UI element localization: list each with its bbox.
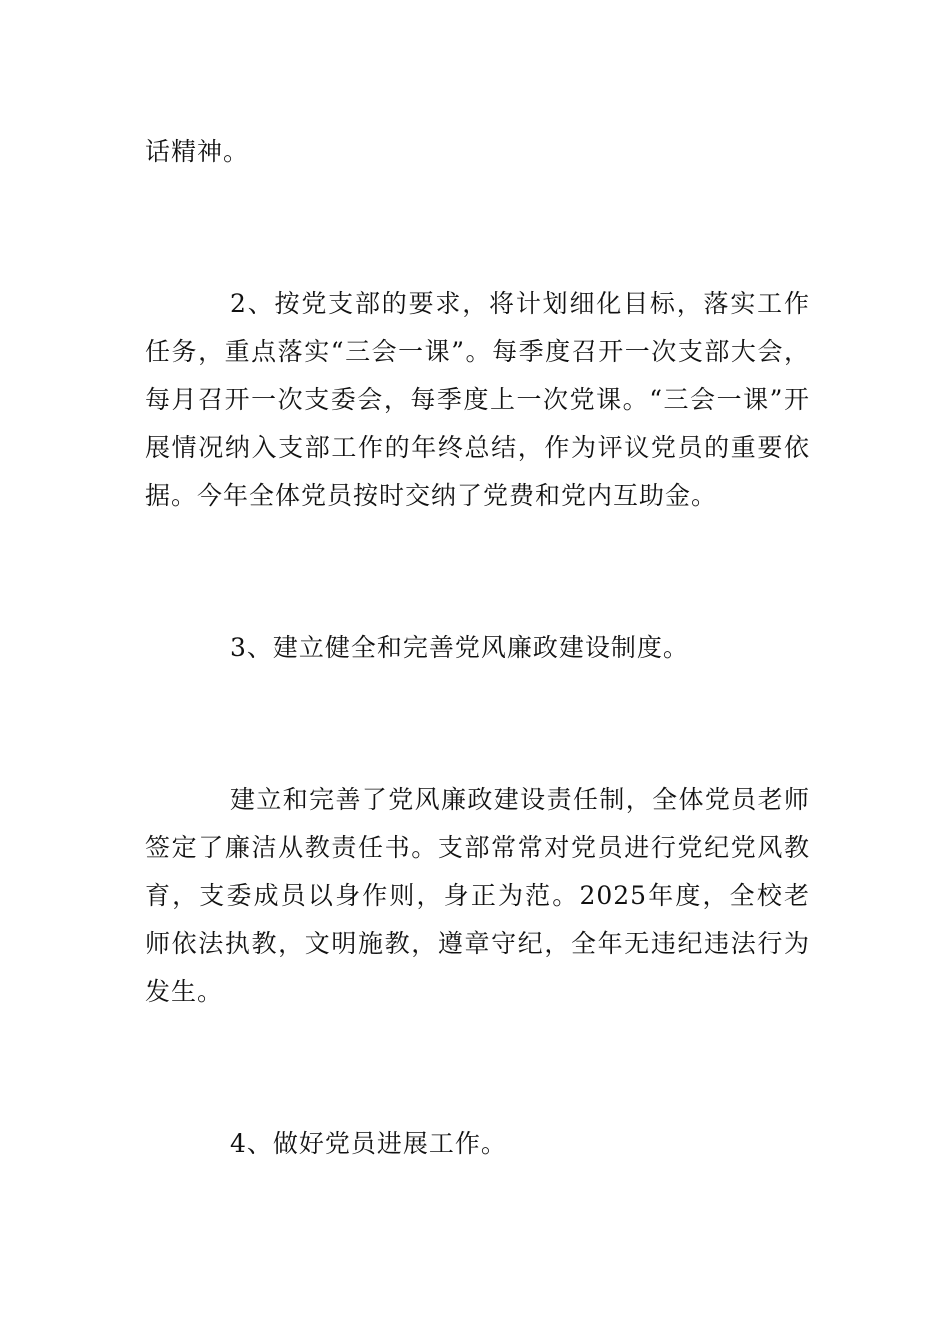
- paragraph-item-4-heading: 4、做好党员进展工作。: [230, 1129, 507, 1158]
- paragraph-item-3-heading: 3、建立健全和完善党风廉政建设制度。: [230, 633, 689, 662]
- paragraph-item-2: 2、按党支部的要求，将计划细化目标，落实工作任务，重点落实“三会一课”。每季度召开一次支部大会，每月召开一次支委会，每季度上一次党课。“三会一课”开展情况纳入支部工作的年终总结，作为评议党员的重要依据。今年全体党员按时交纳了党费和党内互助金。: [145, 289, 810, 510]
- paragraph-continuation: 话精神。: [145, 137, 250, 166]
- paragraph-item-3-body: 建立和完善了党风廉政建设责任制，全体党员老师签定了廉洁从教责任书。支部常常对党员进行党纪党风教育，支委成员以身作则，身正为范。2025年度，全校老师依法执教，文明施教，遵章守纪，全年无违纪违法行为发生。: [145, 785, 810, 1006]
